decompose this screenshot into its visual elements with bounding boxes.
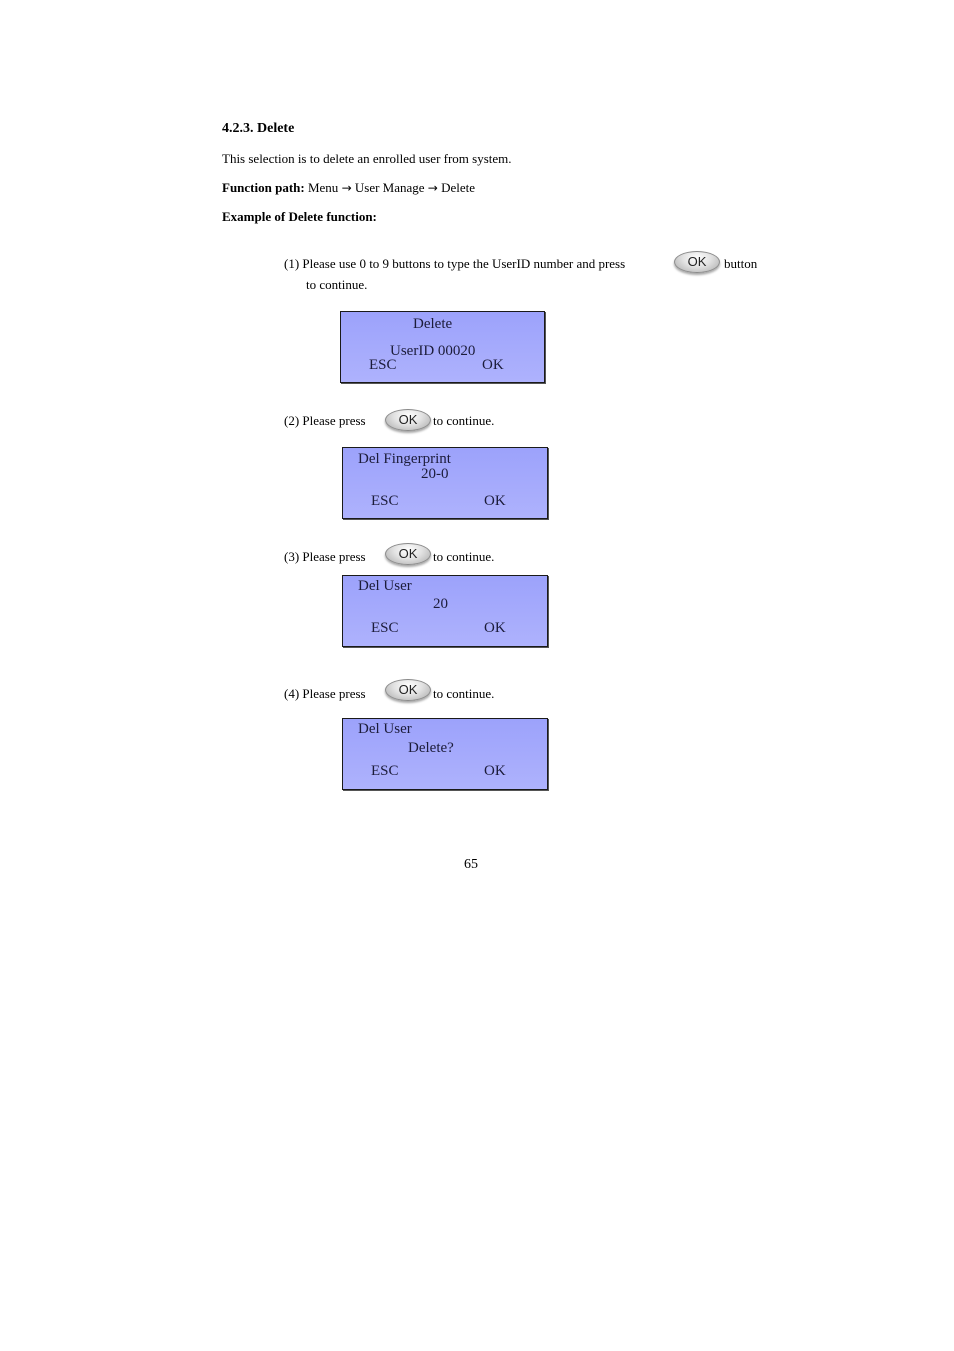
step-3-text: (3) Please press [284, 549, 366, 564]
lcd-screen-del-user [342, 575, 548, 647]
lcd-title: Del User [358, 721, 412, 737]
lcd-title: Delete [413, 316, 453, 332]
function-path-label: Function path: [222, 180, 305, 195]
function-path [222, 180, 475, 196]
ok-button-icon: OK [385, 679, 431, 701]
lcd-title: Del User [358, 578, 412, 594]
lcd-esc-label: ESC [371, 763, 399, 779]
lcd-title: Del Fingerprint [358, 451, 451, 467]
path-user-manage: User Manage [354, 180, 425, 195]
arrow-right-icon: → [341, 181, 352, 195]
lcd-value: 20-0 [421, 466, 449, 482]
ok-button-icon: OK [385, 543, 431, 565]
path-menu: Menu [307, 180, 339, 195]
step-1-continuation: to continue. [306, 277, 368, 292]
step-2-suffix: to continue. [433, 413, 495, 428]
ok-button-icon: OK [385, 409, 431, 431]
lcd-screen-del-fingerprint [342, 447, 548, 519]
path-delete: Delete [441, 180, 476, 195]
lcd-value: 20 [433, 596, 448, 612]
step-1-suffix: button [724, 256, 758, 271]
step-3-suffix: to continue. [433, 549, 495, 564]
lcd-esc-label: ESC [371, 493, 399, 509]
section-heading: 4.2.3. Delete [222, 121, 295, 136]
page-number: 65 [464, 857, 478, 872]
step-4-suffix: to continue. [433, 686, 495, 701]
lcd-value: UserID 00020 [390, 343, 476, 359]
arrow-right-icon: → [427, 181, 438, 195]
ok-button-icon: OK [674, 251, 720, 273]
step-1-text: (1) Please use 0 to 9 buttons to type the UserID number and press [284, 256, 626, 271]
lcd-ok-label: OK [484, 620, 506, 636]
lcd-screen-del-user-confirm [342, 718, 548, 790]
example-label: Example of Delete function: [222, 209, 377, 224]
lcd-ok-label: OK [482, 357, 504, 373]
lcd-value: Delete? [408, 740, 454, 756]
lcd-screen-delete [340, 311, 545, 383]
intro-text: This selection is to delete an enrolled user from system. [222, 151, 512, 166]
lcd-ok-label: OK [484, 493, 506, 509]
lcd-ok-label: OK [484, 763, 506, 779]
step-4-text: (4) Please press [284, 686, 366, 701]
lcd-esc-label: ESC [369, 357, 397, 373]
step-2-text: (2) Please press [284, 413, 366, 428]
lcd-esc-label: ESC [371, 620, 399, 636]
